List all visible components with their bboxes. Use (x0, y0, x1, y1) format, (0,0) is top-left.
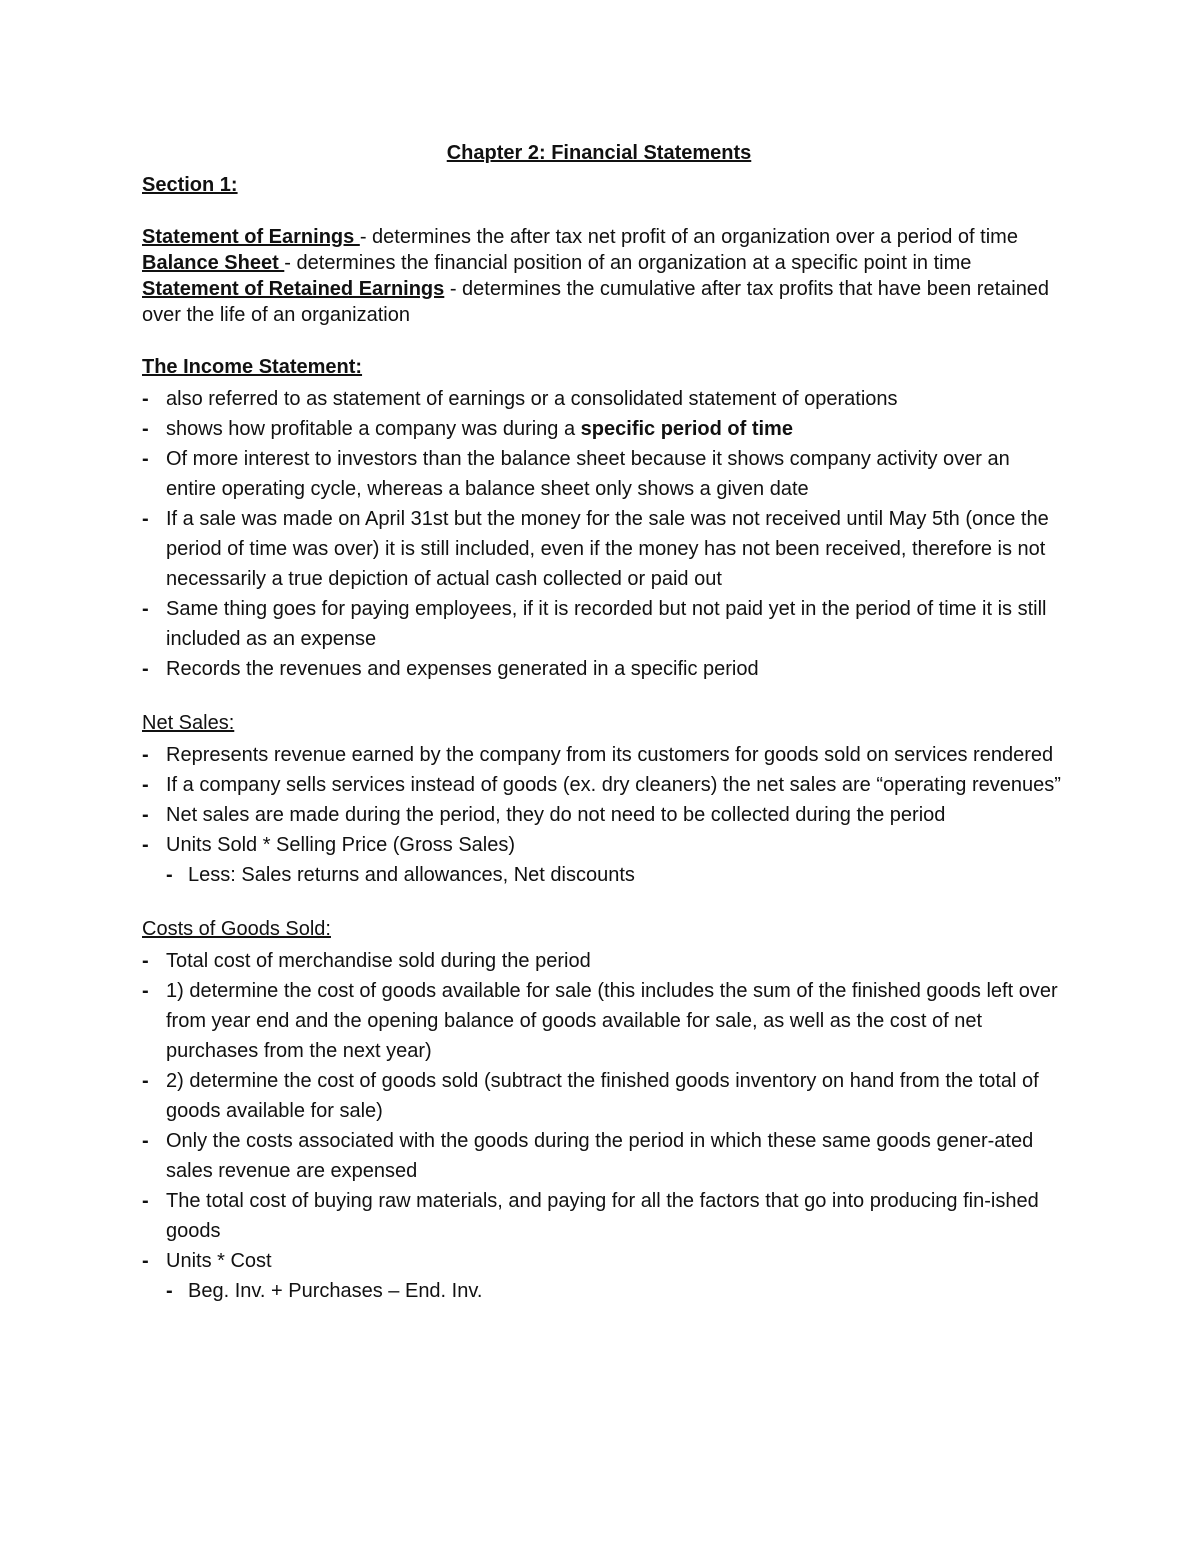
list-item: - If a company sells services instead of goods (ex. dry cleaners) the net sales are “operating revenues” (142, 770, 1062, 800)
definition-statement-of-earnings (142, 224, 1062, 250)
list-item: - Same thing goes for paying employees, if it is recorded but not paid yet in the period of time it is still included as an expense (142, 594, 1062, 654)
cogs-heading: Costs of Goods Sold: (142, 918, 331, 940)
spacer (142, 198, 1062, 224)
emphasis-text: specific period of time (580, 418, 793, 440)
list-item: - Only the costs associated with the goods during the period in which these same goods gener-ated sales revenue are expensed (142, 1126, 1062, 1186)
definition-term: Statement of Earnings (142, 226, 360, 248)
definition-text: - determines the cumulative after tax profits that have been retained over the life of an organization (142, 278, 1050, 326)
section-label: Section 1: (142, 174, 238, 196)
net-sales-heading: Net Sales: (142, 712, 235, 734)
list-item: - Of more interest to investors than the balance sheet because it shows company activity over an entire operating cycle, whereas a balance sheet only shows a given date (142, 444, 1062, 504)
definition-term: Balance Sheet (142, 252, 285, 274)
page-title: Chapter 2: Financial Statements (446, 142, 752, 164)
list-item: - also referred to as statement of earnings or a consolidated statement of operations (142, 384, 1062, 414)
spacer (142, 328, 1062, 354)
list-item: - 1) determine the cost of goods available for sale (this includes the sum of the finished goods left over from year end and the opening balance of goods available for sale, as well as the cost of net purchases from the next year) (142, 976, 1062, 1066)
list-item (142, 1246, 1062, 1306)
list-item-text: Units Sold * Selling Price (Gross Sales) (166, 834, 516, 856)
list-item: - Represents revenue earned by the company from its customers for goods sold on services rendered (142, 740, 1062, 770)
income-statement-list (142, 384, 1062, 684)
spacer (142, 684, 1062, 710)
list-item: - Records the revenues and expenses generated in a specific period (142, 654, 1062, 684)
sub-list-item: - Beg. Inv. + Purchases – End. Inv. (166, 1276, 1062, 1306)
income-statement-heading: The Income Statement: (142, 356, 363, 378)
list-item: - Net sales are made during the period, they do not need to be collected during the period (142, 800, 1062, 830)
document-content (142, 140, 1062, 1306)
list-item (142, 414, 1062, 444)
list-item: - The total cost of buying raw materials, and paying for all the factors that go into producing fin-ished goods (142, 1186, 1062, 1246)
list-item-text: shows how profitable a company was during a (166, 418, 581, 440)
definition-term: Statement of Retained Earnings (142, 278, 445, 300)
list-item: - If a sale was made on April 31st but the money for the sale was not received until May 5th (once the period of time was over) it is still included, even if the money has not been received, therefore is not necessarily a true depiction of actual cash collected or paid out (142, 504, 1062, 594)
spacer (142, 890, 1062, 916)
definition-balance-sheet (142, 250, 1062, 276)
cogs-list (142, 946, 1062, 1306)
definition-retained-earnings (142, 276, 1062, 328)
list-item: - Total cost of merchandise sold during the period (142, 946, 1062, 976)
list-item-text: Units * Cost (166, 1250, 272, 1272)
sub-list-item: - Less: Sales returns and allowances, Net discounts (166, 860, 1062, 890)
definition-text: - determines the after tax net profit of an organization over a period of time (359, 226, 1018, 248)
sub-list (166, 1276, 1062, 1306)
list-item (142, 830, 1062, 890)
sub-list (166, 860, 1062, 890)
list-item: - 2) determine the cost of goods sold (subtract the finished goods inventory on hand from the total of goods available for sale) (142, 1066, 1062, 1126)
definition-text: - determines the financial position of an organization at a specific point in time (284, 252, 972, 274)
net-sales-list (142, 740, 1062, 890)
